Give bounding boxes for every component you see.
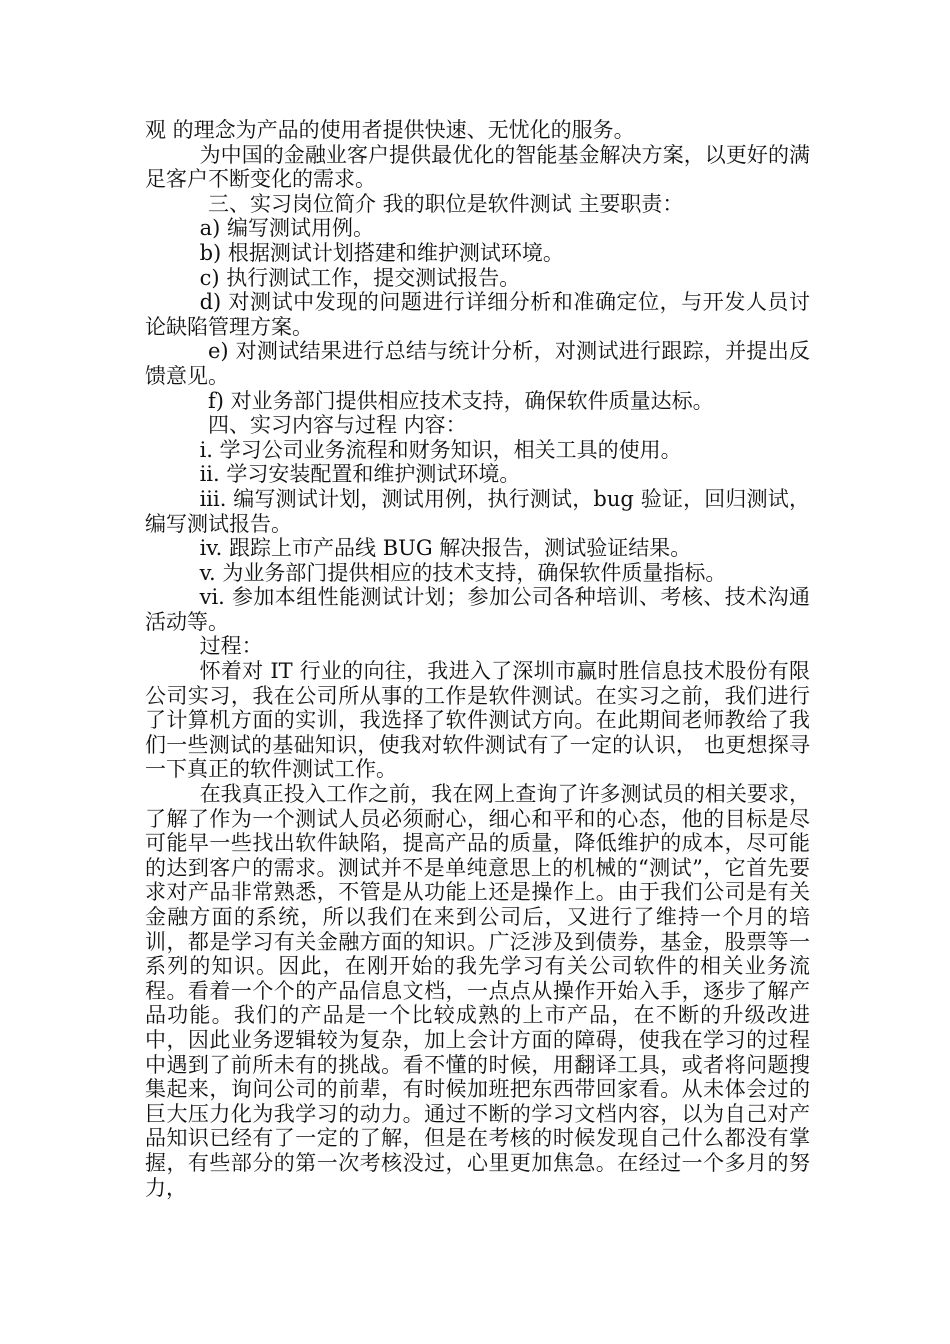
content-item-i: i. 学习公司业务流程和财务知识，相关工具的使用。 — [199, 437, 682, 462]
section-heading-internship-position: 三、实习岗位简介 我的职位是软件测试 主要职责： — [208, 191, 684, 216]
paragraph-service-concept: 观 的理念为产品的使用者提供快速、无忧化的服务。 — [145, 118, 635, 142]
process-paragraph-2: 在我真正投入工作之前，我在网上查询了许多测试员的相关要求，了解了作为一个测试人员必须耐心，细心和平和的心态，他的目标是尽可能早一些找出软件缺陷，提高产品的质量，降低维护的成本，尽可能的达到客户的需求。测试并不是单纯意思上的机械的“测试”，它首先要求对产品非常熟悉，不管是从功能上还是操作上。由于我们公司是有关金融方面的系统，所以我们在来到公司后，又进行了维持一个月的培训，都是学习有关金融方面的知识。广泛涉及到债券，基金，股票等一系列的知识。因此，在刚开始的我先学习有关公司软件的相关业务流程。看着一个个的产品信息文档，一点点从操作开始入手，逐步了解产品功能。我们的产品是一个比较成熟的上市产品，在不断的升级改进中，因此业务逻辑较为复杂，加上会计方面的障碍，使我在学习的过程中遇到了前所未有的挑战。看不懂的时候，用翻译工具，或者将问题搜集起来，询问公司的前辈，有时候加班把东西带回家看。从未体会过的巨大压力化为我学习的动力。通过不断的学习文档内容，以为自己对产品知识已经有了一定的了解，但是在考核的时候发现自己什么都没有掌握，有些部分的第一次考核没过，心里更加焦急。在经过一个多月的努力， — [145, 782, 810, 1200]
process-paragraph-1: 怀着对 IT 行业的向往，我进入了深圳市赢时胜信息技术股份有限公司实习，我在公司所从事的工作是软件测试。在实习之前，我们进行了计算机方面的实训，我选择了软件测试方向。在此期间老师教给了我们一些测试的基础知识，使我对软件测试有了一定的认识， 也更想探寻一下真正的软件测试工作。 — [145, 659, 810, 782]
duty-item-f: f) 对业务部门提供相应技术支持，确保软件质量达标。 — [208, 388, 714, 413]
section-heading-internship-content: 四、实习内容与过程 内容： — [208, 413, 467, 438]
content-item-iv: iv. 跟踪上市产品线 BUG 解决报告，测试验证结果。 — [199, 536, 692, 561]
duty-item-d: d) 对测试中发现的问题进行详细分析和准确定位，与开发人员讨论缺陷管理方案。 — [145, 290, 810, 339]
duty-item-a: a) 编写测试用例。 — [199, 216, 374, 241]
content-item-v: v. 为业务部门提供相应的技术支持，确保软件质量指标。 — [199, 560, 727, 585]
duty-item-c: c) 执行测试工作，提交测试报告。 — [199, 265, 521, 290]
content-item-vi: vi. 参加本组性能测试计划；参加公司各种培训、考核、技术沟通活动等。 — [145, 585, 810, 634]
paragraph-company-goal: 为中国的金融业客户提供最优化的智能基金解决方案，以更好的满足客户不断变化的需求。 — [145, 142, 810, 192]
document-page — [145, 118, 810, 1200]
process-heading: 过程： — [199, 634, 263, 659]
duty-item-e: e) 对测试结果进行总结与统计分析，对测试进行跟踪，并提出反馈意见。 — [145, 339, 810, 388]
duty-item-b: b) 根据测试计划搭建和维护测试环境。 — [199, 240, 564, 265]
content-item-ii: ii. 学习安装配置和维护测试环境。 — [199, 462, 521, 487]
content-item-iii: iii. 编写测试计划，测试用例，执行测试，bug 验证，回归测试，编写测试报告。 — [145, 486, 810, 536]
